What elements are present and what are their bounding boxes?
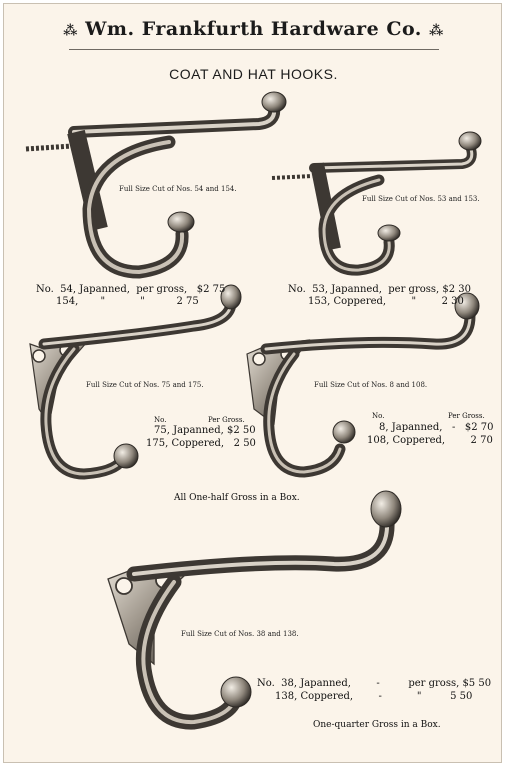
- price-75-line: 75, Japanned, $2 50: [154, 425, 256, 436]
- price-54-line: No. 54, Japanned, per gross, $2 75: [36, 284, 226, 295]
- section-title: COAT AND HAT HOOKS.: [169, 66, 338, 82]
- price-138-line: 138, Coppered, - " 5 50: [275, 691, 473, 702]
- price-154-line: 154, " " 2 75: [56, 296, 199, 307]
- note-quarter-gross: One-quarter Gross in a Box.: [313, 720, 441, 730]
- caption-53: Full Size Cut of Nos. 53 and 153.: [362, 195, 480, 203]
- price-8-line: 8, Japanned, - $2 70: [379, 422, 494, 433]
- col-per-gross-8: Per Gross.: [448, 412, 485, 420]
- catalog-page: [3, 3, 502, 763]
- company-title: Wm. Frankfurth Hardware Co.: [85, 18, 422, 40]
- price-108-line: 108, Coppered, 2 70: [367, 435, 493, 446]
- note-half-gross: All One-half Gross in a Box.: [174, 493, 300, 503]
- ornament-left-icon: ⁂: [63, 23, 78, 39]
- price-153-line: 153, Coppered, " 2 30: [308, 296, 464, 307]
- caption-54: Full Size Cut of Nos. 54 and 154.: [119, 185, 237, 193]
- price-38-line: No. 38, Japanned, - per gross, $5 50: [257, 678, 492, 689]
- col-no-75: No.: [154, 416, 167, 424]
- hook-illustrations: [4, 4, 502, 763]
- col-no-8: No.: [372, 412, 385, 420]
- price-175-line: 175, Coppered, 2 50: [146, 438, 256, 449]
- caption-38: Full Size Cut of Nos. 38 and 138.: [181, 630, 299, 638]
- caption-75: Full Size Cut of Nos. 75 and 175.: [86, 381, 204, 389]
- ornament-right-icon: ⁂: [429, 23, 444, 39]
- caption-8: Full Size Cut of Nos. 8 and 108.: [314, 381, 428, 389]
- hook-54-illustration: [26, 92, 286, 272]
- col-per-gross-75: Per Gross.: [208, 416, 245, 424]
- price-53-line: No. 53, Japanned, per gross, $2 30: [288, 284, 472, 295]
